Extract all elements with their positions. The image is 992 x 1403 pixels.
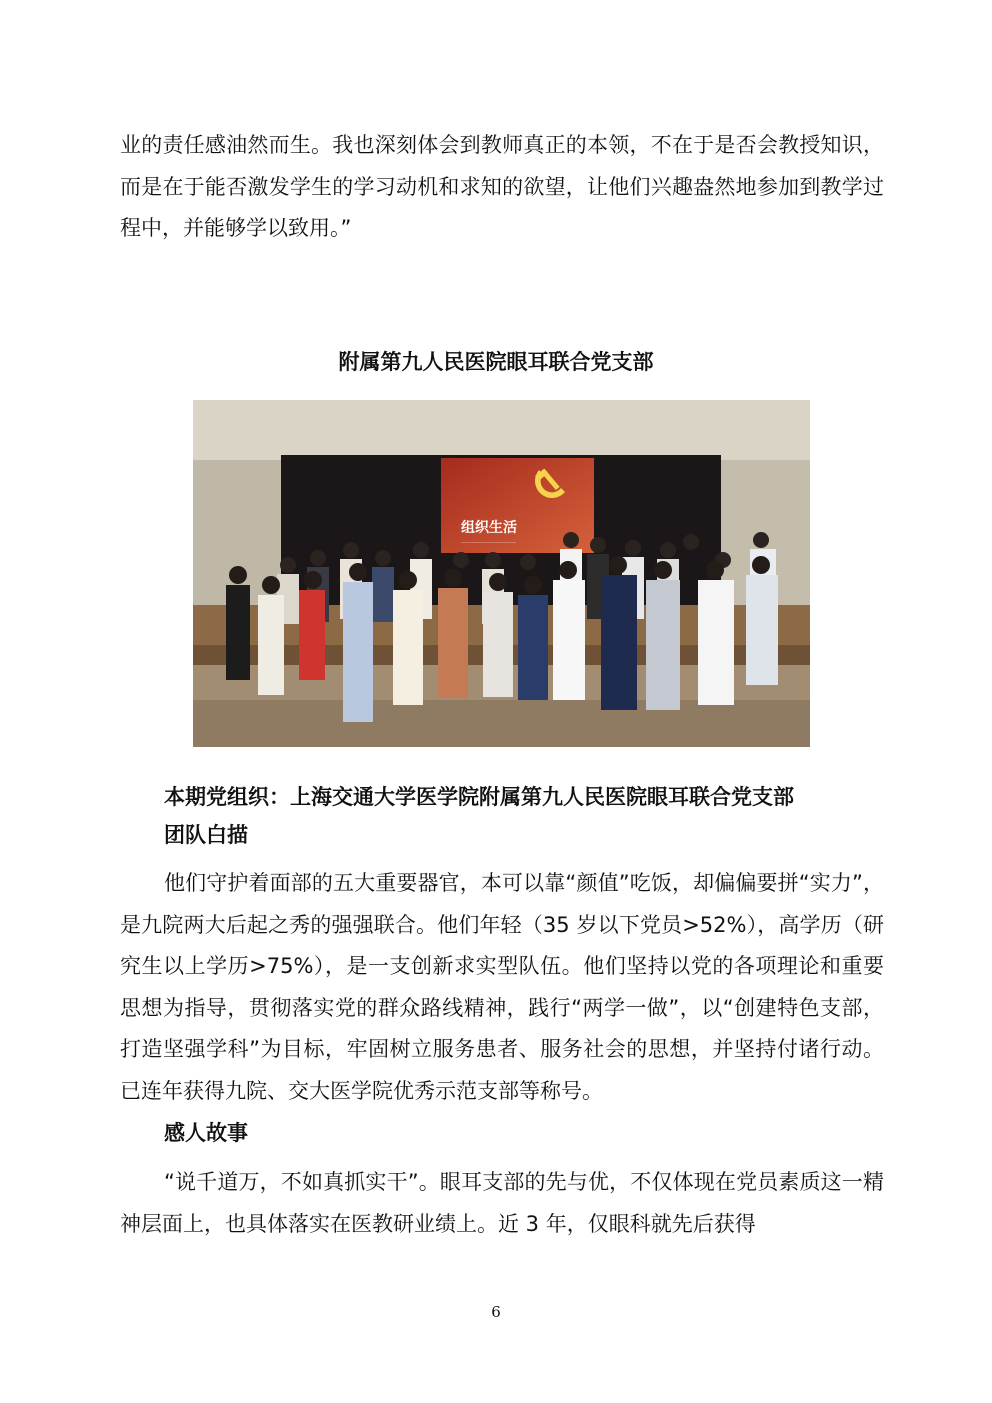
screen-subtitle: ——————————— [461,540,516,546]
section-title: 附属第九人民医院眼耳联合党支部 [338,350,654,374]
org-line: 本期党组织：上海交通大学医学院附属第九人民医院眼耳联合党支部 [164,785,794,809]
team-heading: 团队白描 [164,823,248,847]
group-photo [193,400,810,747]
page-number: 6 [491,1303,501,1321]
story-heading: 感人故事 [164,1121,248,1145]
team-paragraph: 他们守护着面部的五大重要器官，本可以靠“颜值”吃饭，却偏偏要拼“实力”，是九院两大后起之秀的强强联合。他们年轻（35 岁以下党员>52%），高学历（研究生以上学历>75%），是一支创新求实型队伍。他们坚持以党的各项理论和重要思想为指导，贯彻落实党的群众路线精神，践行“两学一做”，以“创建特色支部，打造坚强学科”为目标，牢固树立服务患者、服务社会的思想，并坚持付诸行动。已连年获得九院、交大医学院优秀示范支部等称号。 [120,871,884,1103]
screen-title: 组织生活 [461,520,517,536]
story-paragraph: “说千道万，不如真抓实干”。眼耳支部的先与优，不仅体现在党员素质这一精神层面上，也具体落实在医教研业绩上。近 3 年，仅眼科就先后获得 [120,1170,884,1236]
top-paragraph: 业的责任感油然而生。我也深刻体会到教师真正的本领，不在于是否会教授知识，而是在于能否激发学生的学习动机和求知的欲望，让他们兴趣盎然地参加到教学过程中，并能够学以致用。” [120,133,884,240]
